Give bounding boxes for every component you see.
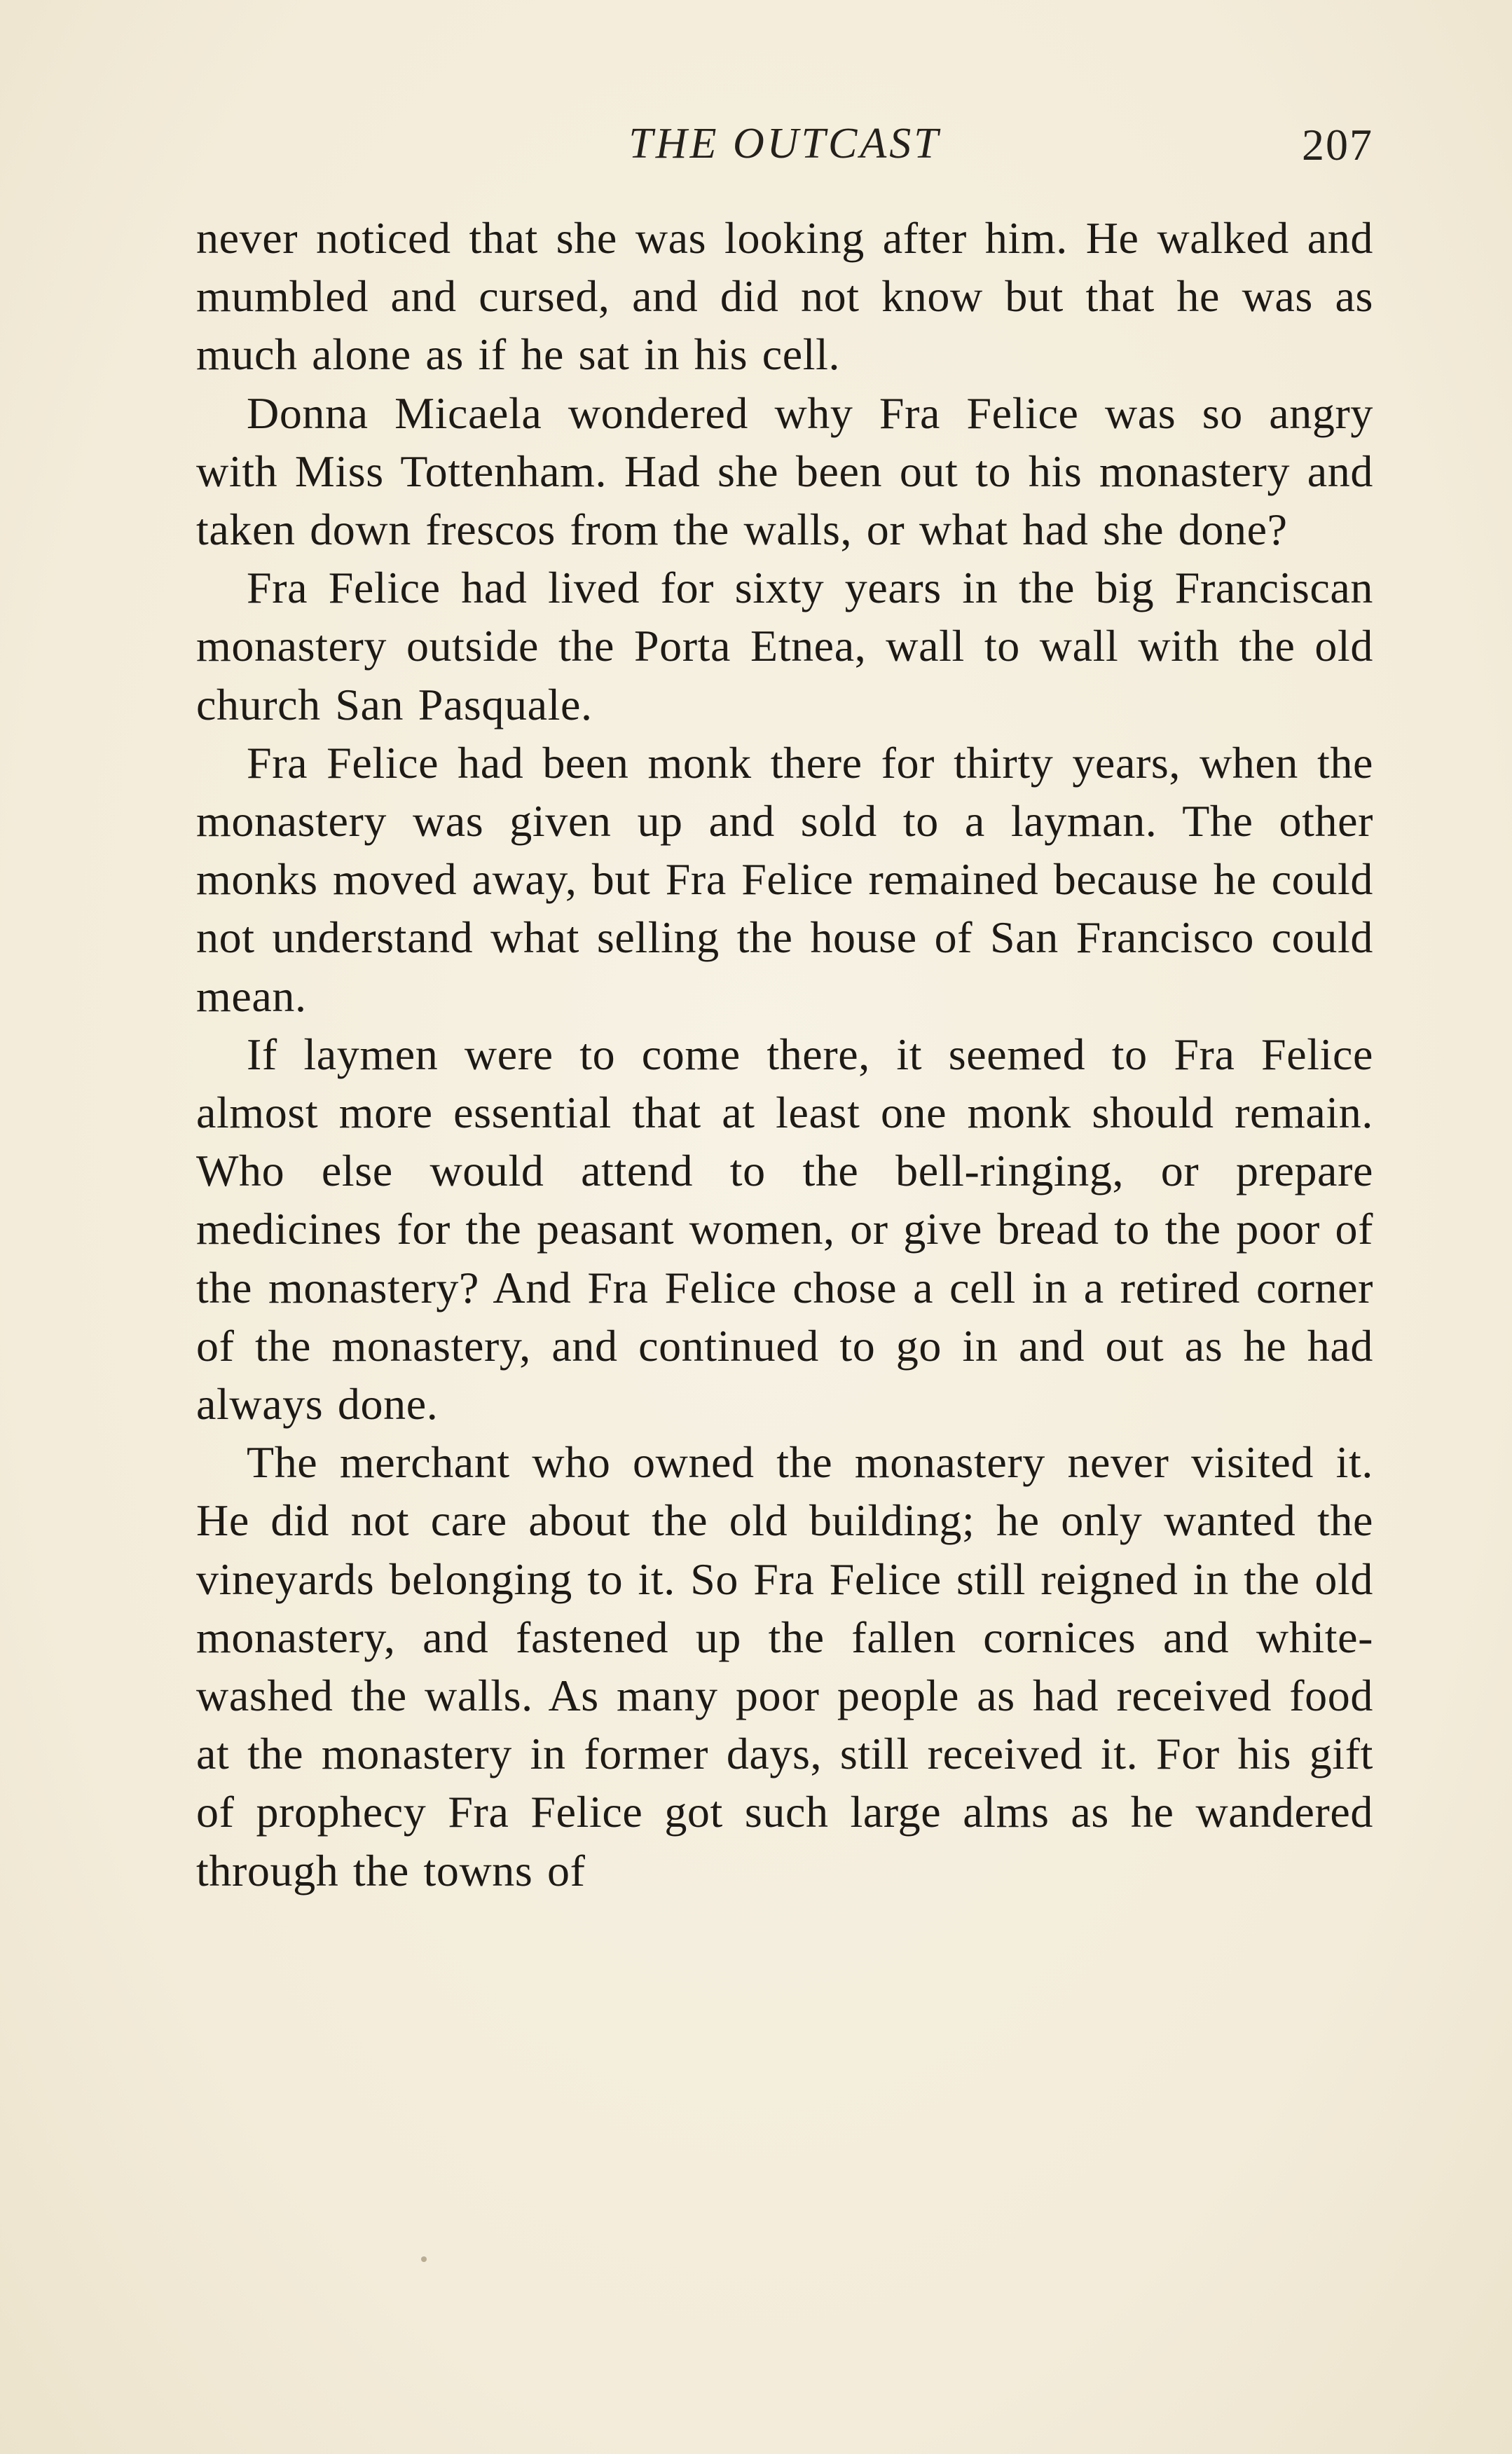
paragraph-1: never noticed that she was looking after him. He walked and mumbled and cursed, and did not know but that he was as much alone as if he sat in his cell.: [196, 213, 1373, 380]
body-text: [196, 209, 1373, 1900]
paper-speck: [421, 2256, 427, 2262]
page-header: [196, 112, 1373, 182]
paragraph-6: The merchant who owned the monastery never visited it. He did not care about the old building; he only wanted the vineyards belonging to it. So Fra Felice still reigned in the old monastery, and fastened up the fallen cornices and white-washed the walls. As many poor people as had received food at the monastery in former days, still received it. For his gift of prophecy Fra Felice got such large alms as he wandered through the towns of: [196, 1437, 1373, 1896]
paragraph-5: If laymen were to come there, it seemed to Fra Felice almost more essential that at least one monk should remain. Who else would attend to the bell-ringing, or prepare medicines for the peasant women, or give bread to the poor of the monastery? And Fra Felice chose a cell in a retired corner of the monastery, and continued to go in and out as he had always done.: [196, 1029, 1373, 1430]
paragraph-2: Donna Micaela wondered why Fra Felice was so angry with Miss Tottenham. Had she been out to his monastery and taken down frescos from the walls, or what had she done?: [196, 388, 1373, 555]
page-number: 207: [1302, 120, 1373, 170]
paragraph-3: Fra Felice had lived for sixty years in the big Franciscan monastery outside the Porta Etnea, wall to wall with the old church San Pasquale.: [196, 563, 1373, 729]
running-title: THE OUTCAST: [628, 120, 941, 167]
paragraph-4: Fra Felice had been monk there for thirty years, when the monastery was given up and sold to a layman. The other monks moved away, but Fra Felice remained because he could not understand what selling the house of San Francisco could mean.: [196, 737, 1373, 1021]
